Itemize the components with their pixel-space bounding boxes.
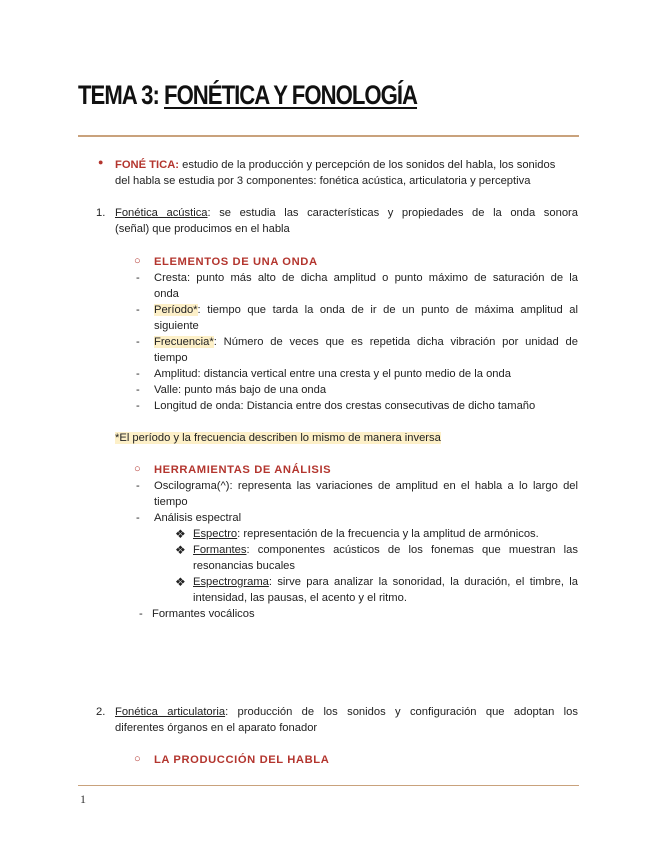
diamond-icon: ❖ [175,575,186,589]
intro-line-2: del habla se estudia por 3 componentes: fonética acústica, articulatoria y perceptiva [115,175,531,187]
section1-line-1: Fonética acústica: se estudia las características y propiedades de la onda sonora [115,207,578,219]
section2-number: 2. [96,706,106,718]
dash: - [136,400,140,412]
note: *El período y la frecuencia describen lo mismo de manera inversa [115,432,441,444]
list-item: Cresta: punto más alto de dicha amplitud o punto máximo de saturación de la [154,272,578,284]
sub-item: Formantes: componentes acústicos de los fonemas que muestran las [193,544,578,556]
section1-number: 1. [96,207,106,219]
dash: - [136,480,140,492]
sub-item-cont: intensidad, las pausas, el acento y el ritmo. [193,592,407,604]
footer-divider [78,785,579,786]
produccion-heading: LA PRODUCCIÓN DEL HABLA [154,754,330,766]
sub-item-cont: resonancias bucales [193,560,295,572]
herramientas-heading: HERRAMIENTAS DE ANÁLISIS [154,464,332,476]
list-item: Oscilograma(^): representa las variaciones de amplitud en el habla a lo largo del [154,480,578,492]
list-item-cont: tiempo [154,352,188,364]
herramientas-circle: ○ [134,463,141,475]
list-item: Frecuencia*: Número de veces que es repetida dicha vibración por unidad de [154,336,578,348]
diamond-icon: ❖ [175,527,186,541]
list-item-cont: onda [154,288,179,300]
intro-bullet: ● [98,157,104,167]
title-underlined: FONÉTICA Y FONOLOGÍA [164,80,418,110]
dash: - [136,336,140,348]
produccion-circle: ○ [134,753,141,765]
fonetica-term: FONÉ TICA: [115,159,180,171]
diamond-icon: ❖ [175,543,186,557]
top-divider [78,135,579,137]
list-item: Análisis espectral [154,512,242,524]
section2-line-2: diferentes órganos en el aparato fonador [115,722,318,734]
dash: - [139,608,143,620]
sub-item: Espectrograma: sirve para analizar la sonoridad, la duración, el timbre, la [193,576,578,588]
list-item: Valle: punto más bajo de una onda [154,384,327,396]
elementos-heading: ELEMENTOS DE UNA ONDA [154,256,318,268]
intro-line-1: FONÉ TICA: estudio de la producción y percepción de los sonidos del habla, los sonidos [115,159,556,171]
page-number: 1 [80,792,86,806]
dash: - [136,512,140,524]
sub-item: Espectro: representación de la frecuencia y la amplitud de armónicos. [193,528,539,540]
dash: - [136,272,140,284]
list-item-cont: tiempo [154,496,188,508]
elementos-circle: ○ [134,255,141,267]
dash: - [136,368,140,380]
page-title: TEMA 3: FONÉTICA Y FONOLOGÍA [78,80,418,110]
list-item: Longitud de onda: Distancia entre dos crestas consecutivas de dicho tamaño [154,400,536,412]
dash: - [136,384,140,396]
section1-line-2: (señal) que producimos en el habla [115,223,290,235]
section2-line-1: Fonética articulatoria: producción de los sonidos y configuración que adoptan los [115,706,578,718]
dash: - [136,304,140,316]
list-item: Período*: tiempo que tarda la onda de ir de un punto de máxima amplitud al [154,304,578,316]
list-item: Formantes vocálicos [152,608,255,620]
list-item-cont: siguiente [154,320,199,332]
list-item: Amplitud: distancia vertical entre una cresta y el punto medio de la onda [154,368,511,380]
